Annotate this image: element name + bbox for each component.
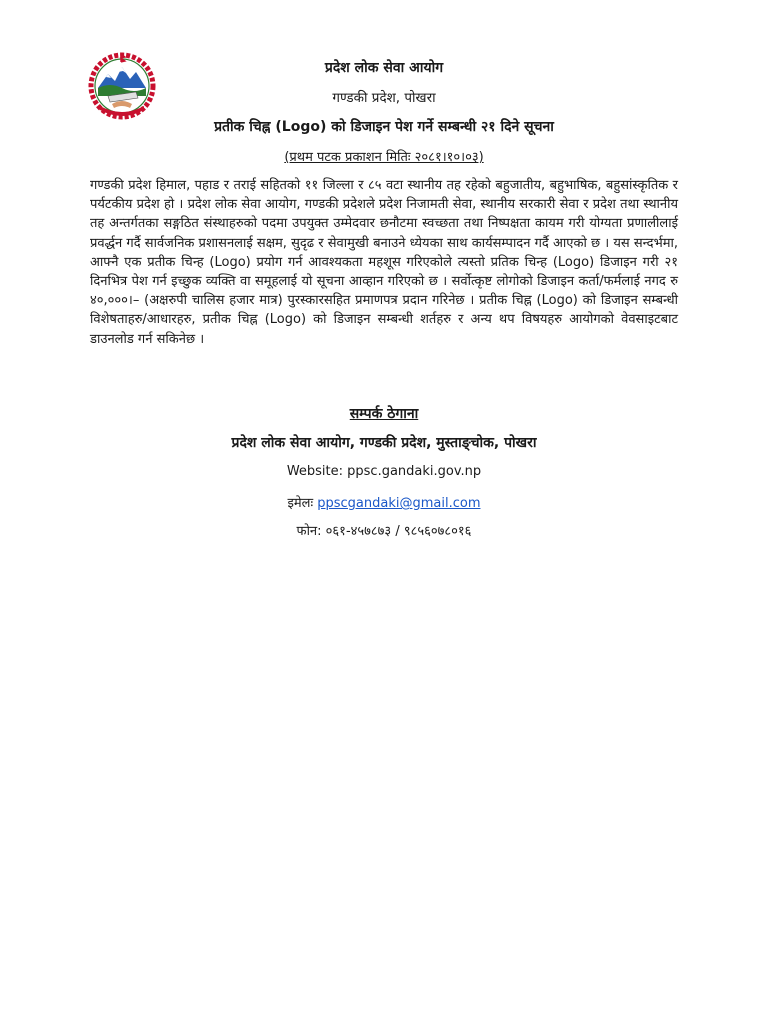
organization-location: गण्डकी प्रदेश, पोखरा [332, 90, 436, 106]
contact-email-line [0, 493, 768, 511]
contact-phone: फोन: ०६१-४५७८७३ / ९८५६०७८०१६ [296, 524, 472, 539]
publication-date-text: (प्रथम पटक प्रकाशन मितिः २०८१।१०।०३) [284, 150, 484, 165]
publication-date [0, 147, 768, 165]
contact-website: Website: ppsc.gandaki.gov.np [286, 464, 482, 479]
email-link[interactable]: ppscgandaki@gmail.com [317, 496, 481, 511]
email-label: इमेलः [287, 496, 318, 511]
contact-address: प्रदेश लोक सेवा आयोग, गण्डकी प्रदेश, मुस्ताङ्चोक, पोखरा [231, 435, 537, 451]
organization-title: प्रदेश लोक सेवा आयोग [324, 60, 444, 76]
notice-title: प्रतीक चिह्न (Logo) को डिजाइन पेश गर्ने सम्बन्धी २१ दिने सूचना [214, 119, 554, 135]
contact-heading: सम्पर्क ठेगाना [349, 406, 419, 422]
notice-body-paragraph: गण्डकी प्रदेश हिमाल, पहाड र तराई सहितको ११ जिल्ला र ८५ वटा स्थानीय तह रहेको बहुजातीय, बहुभाषिक, बहुसांस्कृतिक र पर्यटकीय प्रदेश हो । प्रदेश लोक सेवा आयोग, गण्डकी प्रदेशले प्रदेश निजामती सेवा, स्थानीय सरकारी सेवा र प्रदेश तथा स्थानीय तह अन्तर्गतका सङ्गठित संस्थाहरुको पदमा उपयुक्त उम्मेदवार छनौटमा स्वच्छता तथा निष्पक्षता कायम गरी योग्यता प्रणालीलाई प्रवर्द्धन गर्दै सार्वजनिक प्रशासनलाई सक्षम, सुदृढ र सेवामुखी बनाउने ध्येयका साथ कार्यसम्पादन गर्दै आएको छ । यस सन्दर्भमा, आफ्नै एक प्रतीक चिन्ह (Logo) प्रयोग गर्न आवश्यकता महशूस गरिएकोले त्यस्तो प्रतिक चिन्ह (Logo) डिजाइन गरी २१ दिनभित्र पेश गर्न इच्छुक व्यक्ति वा समूहलाई यो सूचना आव्हान गरिएको छ । सर्वोत्कृष्ट लोगोको डिजाइन कर्ता/फर्मलाई नगद रु ४०,०००।– (अक्षरुपी चालिस हजार मात्र) पुरस्कारसहित प्रमाणपत्र प्रदान गरिनेछ । प्रतीक चिह्न (Logo) को डिजाइन सम्बन्धी विशेषताहरु/आधारहरु, प्रतीक चिह्न (Logo) को डिजाइन सम्बन्धी शर्तहरु र अन्य थप विषयहरु आयोगको वेवसाइटबाट डाउनलोड गर्न सकिनेछ । [90, 178, 678, 347]
